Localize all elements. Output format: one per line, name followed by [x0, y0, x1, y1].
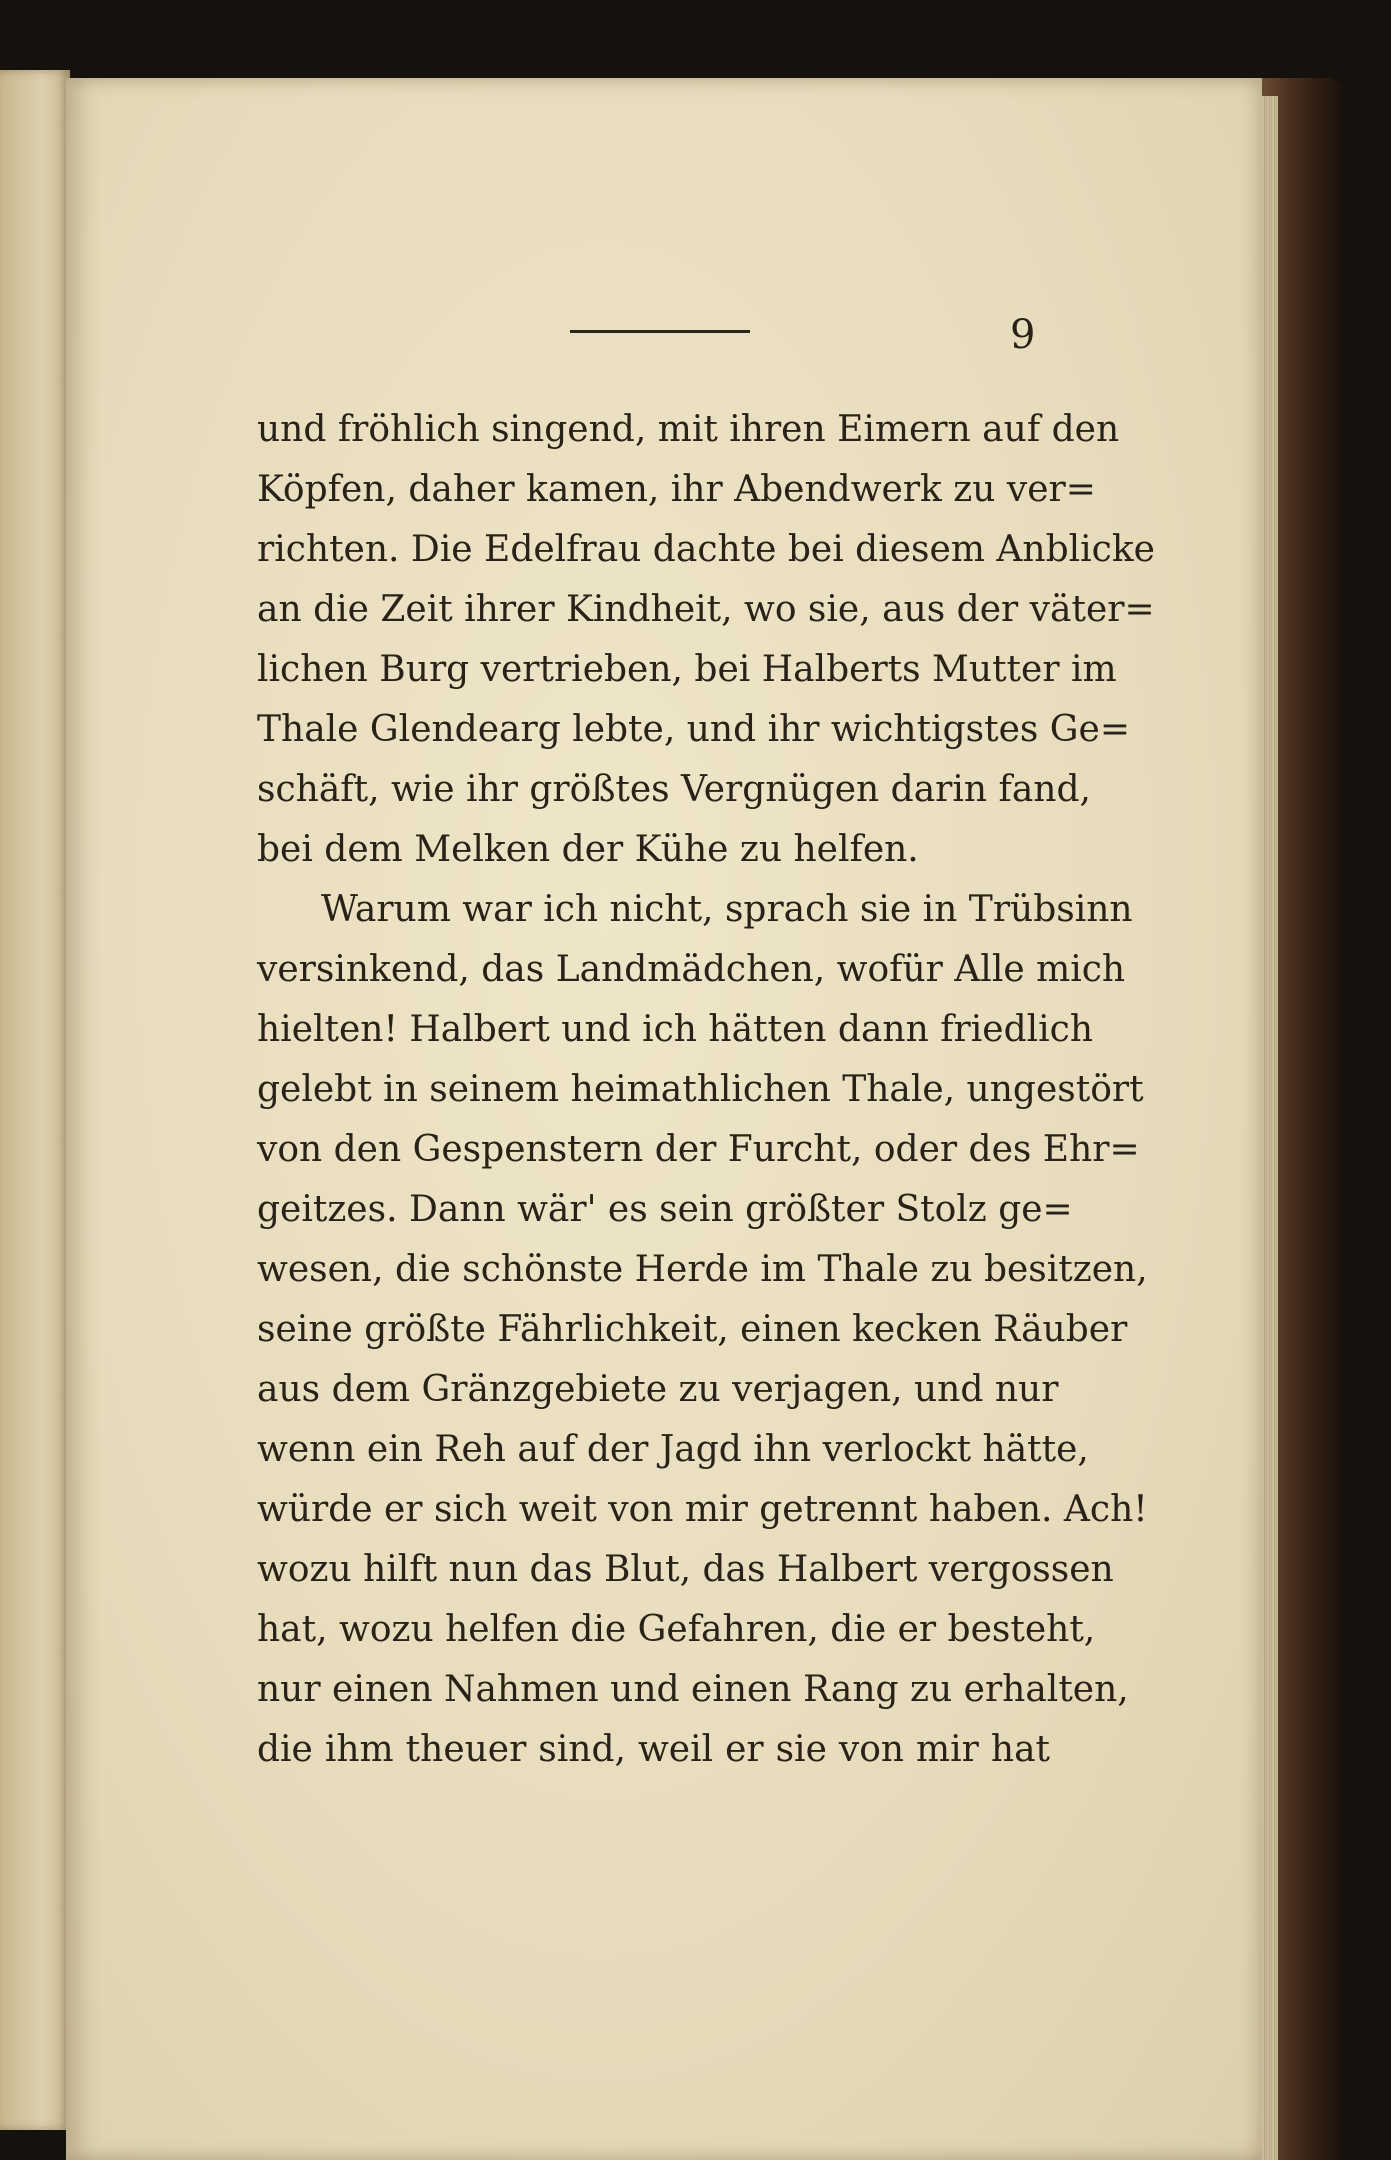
- text-line: an die Zeit ihrer Kindheit, wo sie, aus der väter=: [257, 589, 1155, 630]
- text-line: gelebt in seinem heimathlichen Thale, ungestört: [257, 1069, 1144, 1110]
- text-line: lichen Burg vertrieben, bei Halberts Mutter im: [257, 649, 1117, 690]
- text-line: Thale Glendearg lebte, und ihr wichtigstes Ge=: [257, 709, 1131, 750]
- text-line: wenn ein Reh auf der Jagd ihn verlockt hätte,: [257, 1429, 1089, 1470]
- text-line: geitzes. Dann wär' es sein größter Stolz ge=: [257, 1189, 1073, 1230]
- text-line: würde er sich weit von mir getrennt haben. Ach!: [257, 1489, 1148, 1530]
- text-line: seine größte Fährlichkeit, einen kecken Räuber: [257, 1309, 1128, 1350]
- body-text: [257, 400, 1155, 1780]
- paragraph-2: [257, 880, 1148, 1780]
- text-line: die ihm theuer sind, weil er sie von mir hat: [257, 1729, 1050, 1770]
- text-line: Warum war ich nicht, sprach sie in Trübsinn: [321, 889, 1133, 930]
- text-line: hielten! Halbert und ich hätten dann friedlich: [257, 1009, 1093, 1050]
- text-line: Köpfen, daher kamen, ihr Abendwerk zu ver=: [257, 469, 1096, 510]
- text-line: wozu hilft nun das Blut, das Halbert vergossen: [257, 1549, 1114, 1590]
- paragraph-1: [257, 400, 1155, 880]
- text-line: von den Gespenstern der Furcht, oder des Ehr=: [257, 1129, 1140, 1170]
- header-rule: [570, 330, 750, 333]
- text-line: nur einen Nahmen und einen Rang zu erhalten,: [257, 1669, 1129, 1710]
- text-line: schäft, wie ihr größtes Vergnügen darin fand,: [257, 769, 1091, 810]
- text-line: wesen, die schönste Herde im Thale zu besitzen,: [257, 1249, 1148, 1290]
- text-line: aus dem Gränzgebiete zu verjagen, und nur: [257, 1369, 1059, 1410]
- text-line: richten. Die Edelfrau dachte bei diesem Anblicke: [257, 529, 1155, 570]
- text-line: hat, wozu helfen die Gefahren, die er besteht,: [257, 1609, 1096, 1650]
- previous-page-edge: [0, 70, 70, 2130]
- text-line: versinkend, das Landmädchen, wofür Alle mich: [257, 949, 1126, 990]
- text-line: und fröhlich singend, mit ihren Eimern auf den: [257, 409, 1120, 450]
- text-line: bei dem Melken der Kühe zu helfen.: [257, 829, 919, 870]
- page-number: 9: [1010, 312, 1036, 358]
